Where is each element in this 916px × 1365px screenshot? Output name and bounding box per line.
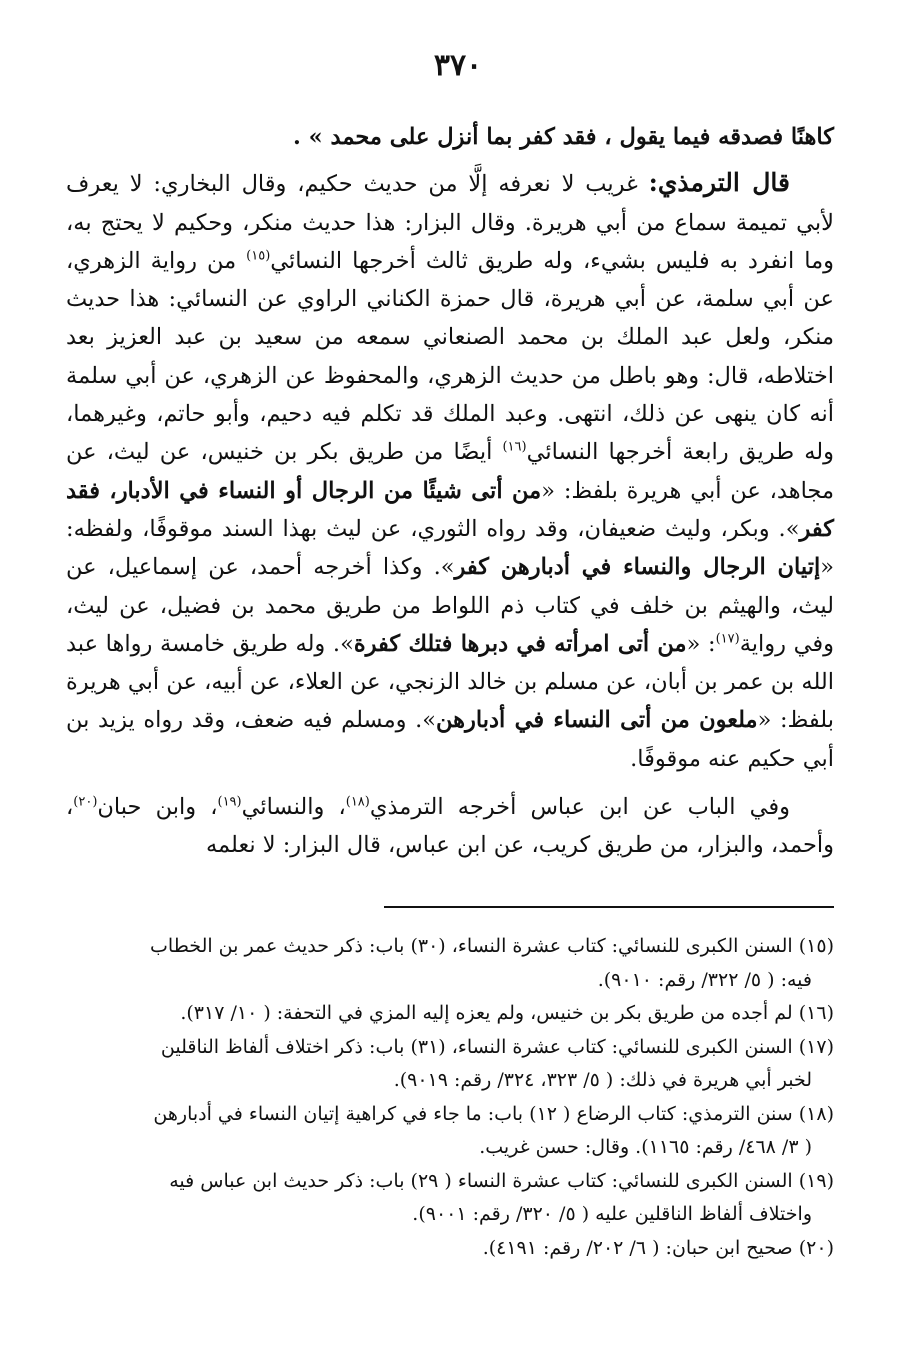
text-segment: أيضًا من طريق بكر بن خنيس، عن ليث، عن مجاهد، عن أبي هريرة بلفظ: « xyxy=(66,439,834,504)
footnote-18 xyxy=(66,1098,834,1165)
footnote-number: (١٧) xyxy=(798,1035,834,1058)
footnote-ref-17[interactable]: (١٧) xyxy=(715,631,740,647)
footnote-divider xyxy=(384,906,834,908)
text-segment: ». وكذا أخرجه أحمد، عن إسماعيل، عن ليث، والهيثم بن خلف في كتاب ذم اللواط من طريق محمد بن فضيل، عن ليث، وفي رواية xyxy=(66,554,834,657)
footnote-number: (١٩) xyxy=(798,1169,834,1192)
text-segment: ». وبكر، وليث ضعيفان، وقد رواه الثوري، عن ليث بهذا السند موقوفًا، ولفظه: « xyxy=(66,515,834,581)
text-segment: ، وأحمد، والبزار، من طريق كريب، عن ابن عباس، قال البزار: لا نعلمه xyxy=(66,794,834,859)
footnote-20 xyxy=(66,1232,834,1266)
text-segment: من رواية الزهري، عن أبي سلمة، عن أبي هريرة، قال حمزة الكناني الراوي عن النسائي: هذا حديث منكر، ولعل عبد الملك بن محمد الصنعاني سمعه من سعيد بن عبد العزيز بعد اختلاطه، قال: وهو باطل من حديث الزهري، والمحفوظ عن الزهري، عن أبي سلمة أنه كان ينهى عن ذلك، انتهى. وعبد الملك قد تكلم فيه دحيم، وأبو حاتم، وغيرهما، وله طريق رابعة أخرجها النسائي xyxy=(66,247,835,466)
paragraph-tirmidhi xyxy=(66,164,834,778)
text-segment: ». وله طريق خامسة رواها عبد الله بن عمر بن أبان، عن مسلم بن خالد الزنجي، عن العلاء، عن أبيه، عن أبي هريرة بلفظ: « xyxy=(66,630,834,734)
footnote-number: (١٨) xyxy=(798,1102,834,1125)
footnote-ref-19[interactable]: (١٩) xyxy=(217,794,242,810)
paragraph-ibn-abbas xyxy=(66,788,834,865)
footnote-number: (١٦) xyxy=(798,1002,834,1024)
footnote-19 xyxy=(66,1165,834,1232)
opening-line: كاهنًا فصدقه فيما يقول ، فقد كفر بما أنزل على محمد » . xyxy=(292,124,834,150)
page-number: ٣٧٠ xyxy=(433,48,483,83)
footnote-text: لم أجده من طريق بكر بن خنيس، ولم يعزه إليه المزي في التحفة: ( ١٠/ ٣١٧). xyxy=(180,1002,793,1024)
footnote-ref-18[interactable]: (١٨) xyxy=(345,794,370,810)
footnote-16 xyxy=(66,997,834,1031)
text-segment: وفي الباب عن ابن عباس أخرجه الترمذي xyxy=(369,794,791,821)
text-segment: ». ومسلم فيه ضعف، وقد رواه يزيد بن أبي حكيم عنه موقوفًا. xyxy=(66,707,834,772)
hadith-quote: ملعون من أتى النساء في أدبارهن xyxy=(436,707,758,734)
footnotes xyxy=(66,930,834,1265)
hadith-quote: من أتى امرأته في دبرها فتلك كفرة xyxy=(353,630,687,657)
footnote-17 xyxy=(66,1031,834,1098)
footnote-number: (١٥) xyxy=(798,935,834,957)
text-segment: ، والنسائي xyxy=(241,794,346,821)
footnote-ref-20[interactable]: (٢٠) xyxy=(73,794,98,810)
text-segment: : « xyxy=(686,630,716,657)
hadith-quote: إتيان الرجال والنساء في أدبارهن كفر xyxy=(454,554,821,581)
footnote-text: سنن الترمذي: كتاب الرضاع ( ١٢) باب: ما جاء في كراهية إتيان النساء في أدبارهن xyxy=(153,1102,793,1125)
footnote-text: صحيح ابن حبان: ( ٦/ ٢٠٢/ رقم: ٤١٩١). xyxy=(482,1236,793,1259)
footnote-15 xyxy=(66,930,834,997)
footnote-text: السنن الكبرى للنسائي: كتاب عشرة النساء ( ٢٩) باب: ذكر حديث ابن عباس فيه xyxy=(169,1169,793,1192)
footnote-ref-16[interactable]: (١٦) xyxy=(502,439,527,455)
footnote-text: السنن الكبرى للنسائي: كتاب عشرة النساء، (٣٠) باب: ذكر حديث عمر بن الخطاب xyxy=(150,935,793,957)
text-segment: غريب لا نعرفه إلَّا من حديث حكيم، وقال البخاري: لا يعرف لأبي تميمة سماع من أبي هريرة. وقال البزار: هذا حديث منكر، وحكيم لا يحتج به، وما انفرد به فليس بشيء، وله طريق ثالث أخرجها النسائي xyxy=(66,171,835,274)
footnote-text-cont: لخبر أبي هريرة في ذلك: ( ٥/ ٣٢٣، ٣٢٤/ رقم: ٩٠١٩). xyxy=(393,1069,812,1091)
main-text xyxy=(66,118,834,865)
footnote-ref-15[interactable]: (١٥) xyxy=(246,248,271,264)
text-segment: ، وابن حبان xyxy=(97,794,218,821)
footnote-number: (٢٠) xyxy=(798,1236,834,1259)
paragraph-lead: قال الترمذي: xyxy=(648,168,790,198)
footnote-text-cont: فيه: ( ٥/ ٣٢٢/ رقم: ٩٠١٠). xyxy=(597,968,812,991)
footnote-text-cont: ( ٣/ ٤٦٨/ رقم: ١١٦٥). وقال: حسن غريب. xyxy=(479,1136,812,1158)
hadith-quote: من أتى شيئًا من الرجال أو النساء في الأدبار، فقد كفر xyxy=(66,477,834,542)
footnote-text-cont: واختلاف ألفاظ الناقلين عليه ( ٥/ ٣٢٠/ رقم: ٩٠٠١). xyxy=(412,1203,812,1225)
footnote-text: السنن الكبرى للنسائي: كتاب عشرة النساء، (٣١) باب: ذكر اختلاف ألفاظ الناقلين xyxy=(160,1035,793,1058)
